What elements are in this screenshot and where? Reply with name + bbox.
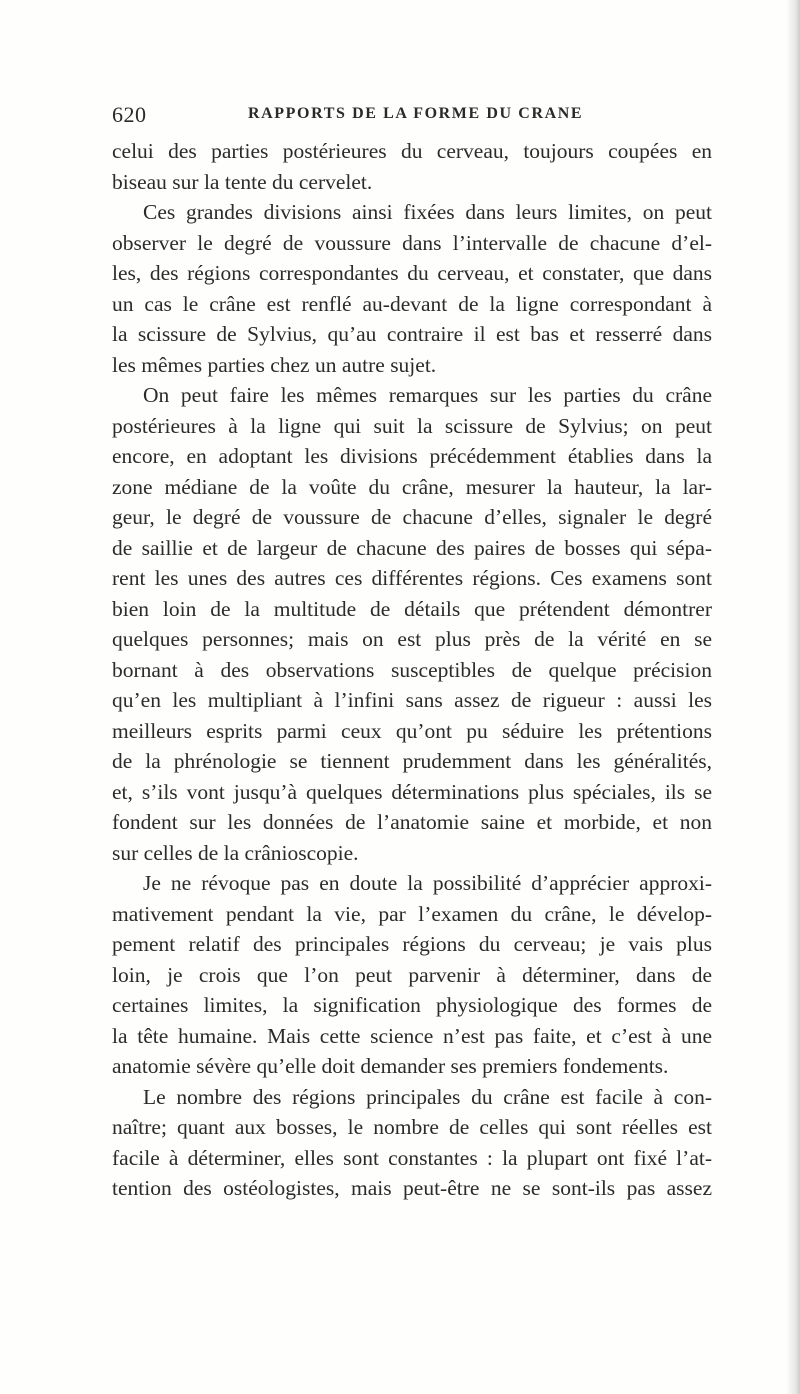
page-edge-shadow: [786, 0, 800, 1394]
text-line: encore, en adoptant les divisions précédemment établies dans la: [112, 444, 712, 468]
running-head: RAPPORTS DE LA FORME DU CRANE: [248, 105, 584, 122]
text-line: postérieures à la ligne qui suit la scissure de Sylvius; on peut: [112, 413, 712, 438]
text-line: bornant à des observations susceptibles de quelque précision: [112, 657, 712, 682]
text-line: observer le degré de voussure dans l’intervalle de chacune d’el-: [112, 230, 712, 255]
text-line: On peut faire les mêmes remarques sur les parties du crâne: [143, 383, 712, 407]
text-line: tention des ostéologistes, mais peut-être ne se sont-ils pas assez: [112, 1176, 712, 1200]
page-header: [112, 98, 712, 134]
text-line: la scissure de Sylvius, qu’au contraire il est bas et resserré dans: [112, 322, 712, 346]
text-line: les mêmes parties chez un autre sujet.: [112, 352, 437, 377]
text-line: sur celles de la crânioscopie.: [112, 840, 359, 865]
text-line: un cas le crâne est renflé au-devant de la ligne correspondant à: [112, 291, 712, 316]
text-line: rent les unes des autres ces différentes régions. Ces examens sont: [112, 566, 712, 590]
text-line: Ces grandes divisions ainsi fixées dans leurs limites, on peut: [143, 200, 712, 224]
text-line: Je ne révoque pas en doute la possibilité d’apprécier approxi-: [143, 871, 712, 895]
text-line: certaines limites, la signification physiologique des formes de: [112, 993, 712, 1017]
text-line: Le nombre des régions principales du crâne est facile à con-: [143, 1084, 712, 1109]
text-line: biseau sur la tente du cervelet.: [112, 169, 373, 194]
text-line: et, s’ils vont jusqu’à quelques déterminations plus spéciales, ils se: [112, 779, 712, 804]
text-line: anatomie sévère qu’elle doit demander ses premiers fondements.: [112, 1054, 669, 1078]
page-number: 620: [112, 102, 147, 127]
text-line: fondent sur les données de l’anatomie saine et morbide, et non: [112, 810, 712, 834]
text-line: facile à déterminer, elles sont constantes : la plupart ont fixé l’at-: [112, 1145, 712, 1170]
text-line: geur, le degré de voussure de chacune d’elles, signaler le degré: [112, 505, 712, 529]
text-line: qu’en les multipliant à l’infini sans assez de rigueur : aussi les: [112, 688, 712, 712]
text-line: bien loin de la multitude de détails que prétendent démontrer: [112, 596, 712, 621]
text-line: zone médiane de la voûte du crâne, mesurer la hauteur, la lar-: [112, 474, 712, 499]
text-line: mativement pendant la vie, par l’examen du crâne, le dévelop-: [112, 901, 712, 926]
text-line: loin, je crois que l’on peut parvenir à déterminer, dans de: [112, 962, 712, 987]
text-line: de saillie et de largeur de chacune des paires de bosses qui sépa-: [112, 535, 712, 560]
text-line: de la phrénologie se tiennent prudemment dans les généralités,: [112, 749, 712, 773]
text-line: la tête humaine. Mais cette science n’est pas faite, et c’est à une: [112, 1023, 712, 1048]
text-line: meilleurs esprits parmi ceux qu’ont pu séduire les prétentions: [112, 718, 712, 743]
text-line: les, des régions correspondantes du cerveau, et constater, que dans: [112, 261, 712, 285]
text-line: celui des parties postérieures du cerveau, toujours coupées en: [112, 139, 712, 163]
text-line: quelques personnes; mais on est plus près de la vérité en se: [112, 627, 712, 651]
text-line: naître; quant aux bosses, le nombre de celles qui sont réelles est: [112, 1115, 712, 1139]
text-line: pement relatif des principales régions du cerveau; je vais plus: [112, 932, 712, 956]
body-text: [112, 136, 712, 1204]
